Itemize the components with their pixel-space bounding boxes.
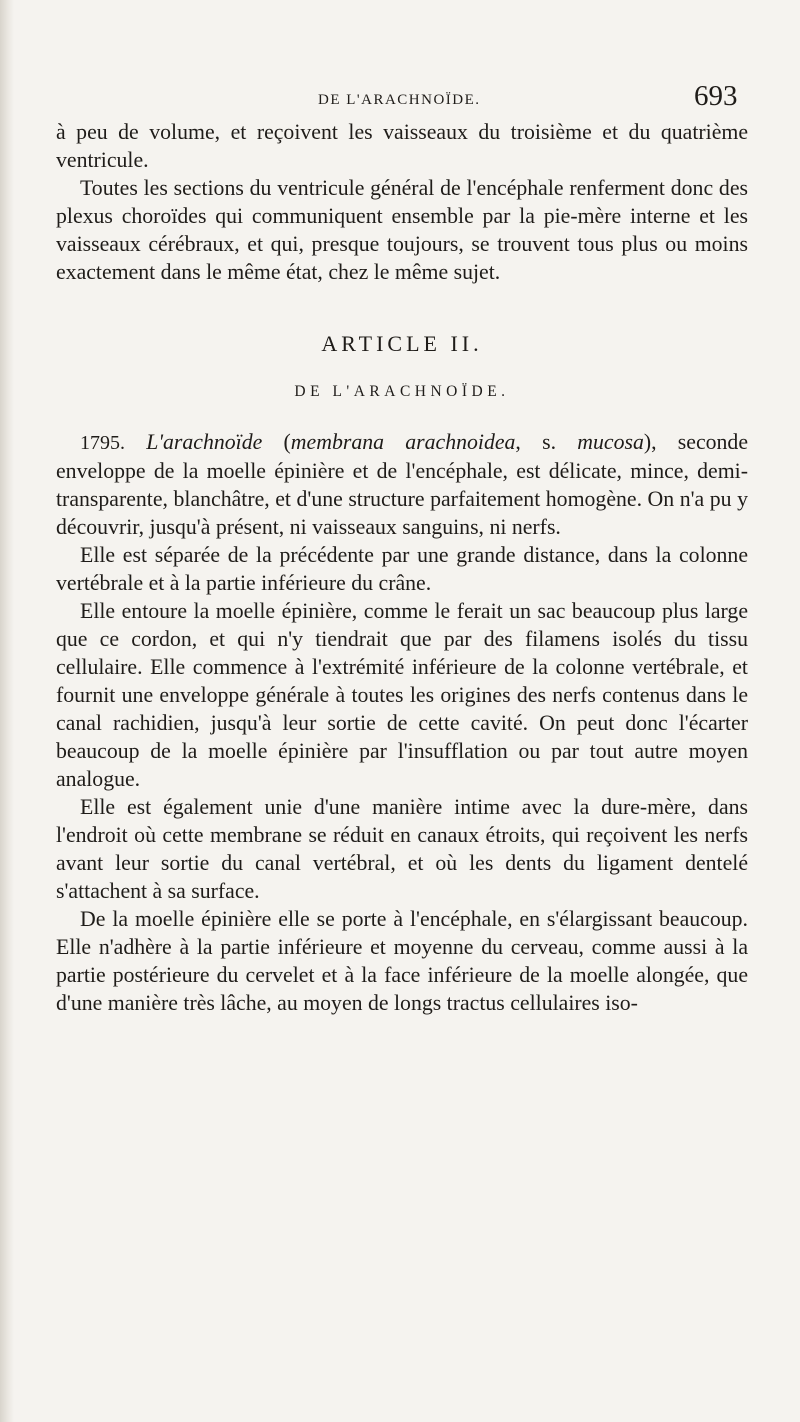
body-text [56, 118, 748, 1017]
paragraph-encephalon: De la moelle épinière elle se porte à l'encéphale, en s'élargissant beaucoup. Elle n'adhère à la partie inférieure et moyenne du cerveau, comme aussi à la partie postérieure du cervelet et à la face inférieure de la moelle alongée, que d'une manière très lâche, au moyen de longs tractus cellulaires iso- [56, 907, 748, 1015]
synonym-alternative: mucosa [577, 430, 644, 454]
paragraph-continuation: à peu de volume, et reçoivent les vaisseaux du troisième et du quatrième ventricule. [56, 120, 748, 172]
paragraph-definition [56, 428, 748, 541]
synonym-close: ), [643, 430, 657, 454]
running-title: DE L'ARACHNOÏDE. [318, 92, 481, 108]
term-arachnoide: L'arachnoïde [146, 430, 263, 454]
page-number: 693 [694, 80, 738, 112]
synonym-latin: membrana arachnoidea [290, 430, 516, 454]
paragraph-spinal-cord: Elle entoure la moelle épinière, comme le ferait un sac beaucoup plus large que ce cordon, et qui n'y tiendrait que par des filamens isolés du tissu cellulaire. Elle commence à l'extrémité inférieure de la colonne vertébrale, et fournit une enveloppe générale à toutes les origines des nerfs contenus dans le canal rachidien, jusqu'à leur sortie de cette cavité. On peut donc l'écarter beaucoup de la moelle épinière par l'insufflation ou par tout autre moyen analogue. [56, 599, 748, 791]
paragraph-separation: Elle est séparée de la précédente par une grande distance, dans la colonne vertébrale et à la partie inférieure du crâne. [56, 543, 748, 595]
paragraph-plexus: Toutes les sections du ventricule général de l'encéphale renferment donc des plexus choroïdes qui communiquent ensemble par la pie-mère interne et les vaisseaux cérébraux, et qui, presque toujours, se trouvent tous plus ou moins exactement dans le même état, chez le même sujet. [56, 176, 748, 284]
article-title: ARTICLE II. [321, 331, 483, 356]
page-binding-edge [0, 0, 14, 1422]
paragraph-dura-mater: Elle est également unie d'une manière intime avec la dure-mère, dans l'endroit où cette membrane se réduit en canaux étroits, qui reçoivent les nerfs avant leur sortie du canal vertébral, et où les dents du ligament dentelé s'attachent à sa surface. [56, 795, 748, 903]
section-subtitle: DE L'ARACHNOÏDE. [294, 383, 510, 400]
definition-text: seconde enveloppe de la moelle épinière et de l'encéphale, est délicate, mince, demi-transparente, blanchâtre, et d'une structure parfaitement homogène. On n'a pu y découvrir, jusqu'à présent, ni vaisseaux sanguins, ni nerfs. [56, 430, 749, 539]
running-head [0, 78, 800, 118]
synonym-separator: , s. [515, 430, 578, 454]
synonym-open: ( [262, 430, 291, 454]
paragraph-number: 1795. [80, 432, 125, 454]
